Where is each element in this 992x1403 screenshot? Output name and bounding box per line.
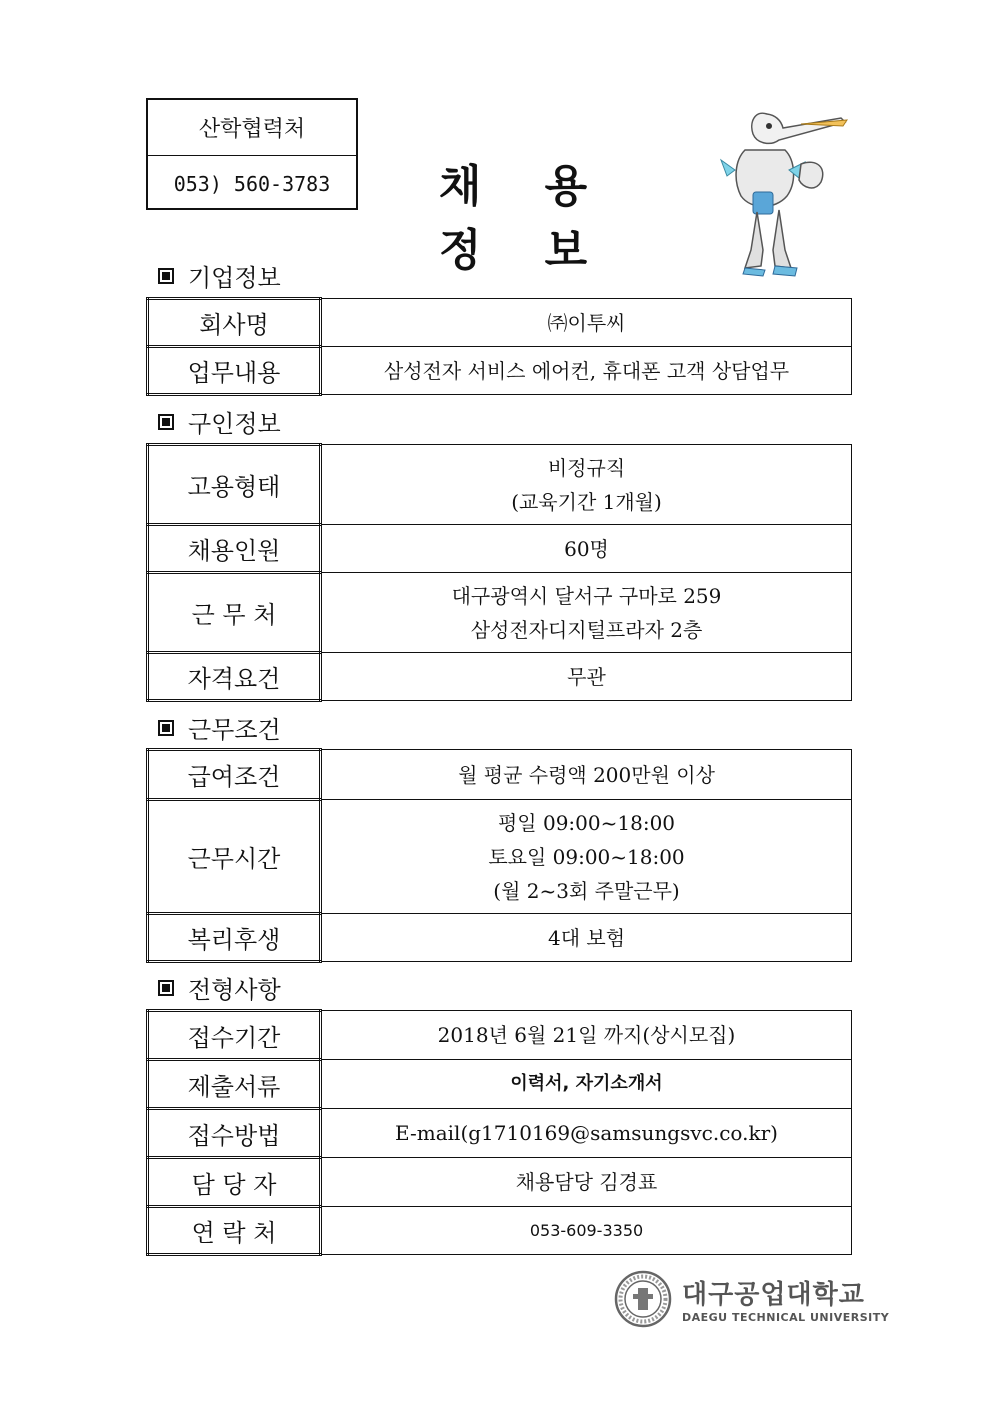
value-line: 월 평균 수령액 200만원 이상 bbox=[458, 762, 715, 787]
table-row bbox=[148, 750, 852, 800]
square-bullet-icon bbox=[158, 980, 174, 996]
email-address: E-mail(g1710169@samsungsvc.co.kr) bbox=[395, 1121, 778, 1145]
row-label: 담 당 자 bbox=[148, 1158, 321, 1207]
recruitment-info-table bbox=[146, 443, 852, 702]
row-value bbox=[321, 914, 852, 962]
section-heading-recruitment bbox=[158, 404, 281, 439]
section-heading-company bbox=[158, 258, 281, 293]
section-heading-label: 전형사항 bbox=[188, 976, 281, 1004]
row-label: 고용형태 bbox=[148, 445, 321, 525]
university-logo bbox=[614, 1270, 889, 1328]
page-title: 채 용 정 보 bbox=[438, 161, 612, 276]
value-line: 2018년 6월 21일 까지(상시모집) bbox=[437, 1023, 736, 1047]
table-row bbox=[148, 1109, 852, 1158]
section-heading-screening bbox=[158, 970, 281, 1005]
conditions-info-table bbox=[146, 748, 852, 963]
university-seal-icon bbox=[614, 1270, 672, 1328]
square-bullet-icon bbox=[158, 414, 174, 430]
section-heading-conditions bbox=[158, 710, 281, 745]
value-line: 이력서, 자기소개서 bbox=[510, 1073, 663, 1094]
row-label: 접수기간 bbox=[148, 1011, 321, 1060]
row-value bbox=[321, 1207, 852, 1255]
square-bullet-icon bbox=[158, 268, 174, 284]
row-value bbox=[321, 1158, 852, 1207]
square-bullet-icon bbox=[158, 720, 174, 736]
row-value bbox=[321, 1109, 852, 1158]
table-row bbox=[148, 800, 852, 914]
value-line: 대구광역시 달서구 구마로 259 bbox=[451, 583, 722, 608]
row-label: 채용인원 bbox=[148, 525, 321, 573]
table-row bbox=[148, 1060, 852, 1109]
university-name-ko: 대구공업대학교 bbox=[682, 1280, 865, 1310]
value-line: 채용담당 김경표 bbox=[515, 1170, 658, 1194]
row-label: 근 무 처 bbox=[148, 573, 321, 653]
value-line: 토요일 09:00~18:00 bbox=[488, 844, 685, 869]
row-value bbox=[321, 653, 852, 701]
table-row bbox=[148, 445, 852, 525]
company-info-table bbox=[146, 297, 852, 396]
row-value bbox=[321, 750, 852, 800]
value-line: 삼성전자디지털프라자 2층 bbox=[470, 617, 703, 642]
contact-phone: 053) 560-3783 bbox=[173, 171, 331, 196]
mascot-illustration bbox=[705, 100, 855, 290]
value-line: (월 2~3회 주말근무) bbox=[493, 878, 680, 903]
table-row bbox=[148, 525, 852, 573]
contact-box bbox=[146, 98, 358, 210]
row-value bbox=[321, 800, 852, 914]
university-name-en: DAEGU TECHNICAL UNIVERSITY bbox=[682, 1311, 890, 1324]
row-label: 자격요건 bbox=[148, 653, 321, 701]
value-line: 무관 bbox=[567, 664, 606, 689]
row-value bbox=[321, 1060, 852, 1109]
row-label: 근무시간 bbox=[148, 800, 321, 914]
section-heading-label: 구인정보 bbox=[188, 410, 281, 438]
table-row bbox=[148, 1158, 852, 1207]
row-value bbox=[321, 1011, 852, 1060]
table-row bbox=[148, 914, 852, 962]
row-label: 복리후생 bbox=[148, 914, 321, 962]
row-label: 회사명 bbox=[148, 299, 321, 347]
contact-phone-number: 053-609-3350 bbox=[529, 1220, 644, 1240]
value-line: ㈜이투씨 bbox=[547, 310, 626, 335]
screening-info-table bbox=[146, 1009, 852, 1256]
table-row bbox=[148, 573, 852, 653]
table-row bbox=[148, 653, 852, 701]
row-label: 제출서류 bbox=[148, 1060, 321, 1109]
row-value bbox=[321, 299, 852, 347]
table-row bbox=[148, 1011, 852, 1060]
section-heading-label: 기업정보 bbox=[188, 264, 281, 292]
row-value bbox=[321, 573, 852, 653]
section-heading-label: 근무조건 bbox=[188, 716, 281, 744]
value-line: 60명 bbox=[564, 536, 609, 561]
value-line: 비정규직 bbox=[547, 455, 626, 480]
row-label: 연 락 처 bbox=[148, 1207, 321, 1255]
row-value bbox=[321, 525, 852, 573]
row-value bbox=[321, 347, 852, 395]
row-value bbox=[321, 445, 852, 525]
row-label: 업무내용 bbox=[148, 347, 321, 395]
table-row bbox=[148, 1207, 852, 1255]
contact-label: 산학협력처 bbox=[148, 100, 356, 156]
value-line: 4대 보험 bbox=[547, 925, 626, 950]
value-line: 평일 09:00~18:00 bbox=[497, 810, 676, 835]
table-row bbox=[148, 299, 852, 347]
value-line: 삼성전자 서비스 에어컨, 휴대폰 고객 상담업무 bbox=[383, 358, 790, 383]
row-label: 급여조건 bbox=[148, 750, 321, 800]
value-line: (교육기간 1개월) bbox=[511, 489, 662, 514]
table-row bbox=[148, 347, 852, 395]
row-label: 접수방법 bbox=[148, 1109, 321, 1158]
